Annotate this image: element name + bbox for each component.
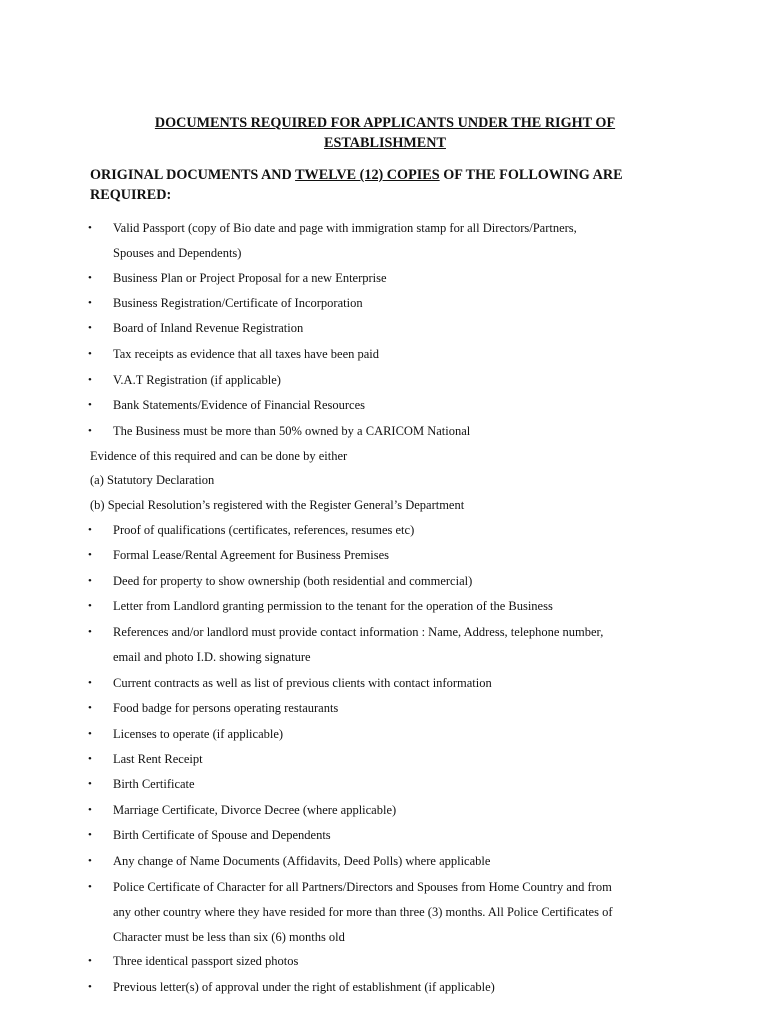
bullet-icon: •	[88, 753, 92, 765]
list-item: Deed for property to show ownership (both residential and commercial)	[113, 574, 473, 588]
list-item-continuation: email and photo I.D. showing signature	[113, 650, 311, 664]
bullet-icon: •	[88, 677, 92, 689]
heading-line-2: REQUIRED:	[90, 187, 172, 203]
list-item: Birth Certificate of Spouse and Dependents	[113, 828, 331, 842]
bullet-icon: •	[88, 829, 92, 841]
bullet-icon: •	[88, 981, 92, 993]
bullet-icon: •	[88, 778, 92, 790]
list-item: Proof of qualifications (certificates, references, resumes etc)	[113, 523, 415, 537]
bullet-icon: •	[88, 881, 92, 893]
list-item: Last Rent Receipt	[113, 752, 203, 766]
list-item: The Business must be more than 50% owned by a CARICOM National	[113, 424, 471, 438]
bullet-icon: •	[88, 728, 92, 740]
list-item: Valid Passport (copy of Bio date and page with immigration stamp for all Directors/Partners,	[113, 221, 577, 235]
list-item: Marriage Certificate, Divorce Decree (where applicable)	[113, 803, 397, 817]
list-item: Police Certificate of Character for all Partners/Directors and Spouses from Home Country and from	[113, 880, 612, 894]
list-item-continuation: Spouses and Dependents)	[113, 246, 242, 260]
heading-part-2: OF THE FOLLOWING ARE	[439, 167, 623, 183]
heading-copies-count: TWELVE (12) COPIES	[295, 167, 440, 183]
list-item: Formal Lease/Rental Agreement for Business Premises	[113, 548, 389, 562]
bullet-icon: •	[88, 524, 92, 536]
bullet-icon: •	[88, 297, 92, 309]
list-item: V.A.T Registration (if applicable)	[113, 373, 281, 387]
list-item: Previous letter(s) of approval under the right of establishment (if applicable)	[113, 980, 495, 994]
list-item: Current contracts as well as list of previous clients with contact information	[113, 676, 492, 690]
bullet-icon: •	[88, 600, 92, 612]
bullet-icon: •	[88, 955, 92, 967]
bullet-icon: •	[88, 425, 92, 437]
list-item: Bank Statements/Evidence of Financial Resources	[113, 398, 366, 412]
paragraph-line: (b) Special Resolution’s registered with the Register General’s Department	[90, 498, 465, 512]
heading-line-1	[90, 165, 690, 185]
bullet-icon: •	[88, 399, 92, 411]
bullet-icon: •	[88, 374, 92, 386]
bullet-icon: •	[88, 855, 92, 867]
list-item: Any change of Name Documents (Affidavits, Deed Polls) where applicable	[113, 854, 491, 868]
requirements-heading	[90, 165, 690, 205]
list-item: Business Plan or Project Proposal for a new Enterprise	[113, 271, 387, 285]
bullet-icon: •	[88, 322, 92, 334]
list-item: Board of Inland Revenue Registration	[113, 321, 304, 335]
title-line-1: DOCUMENTS REQUIRED FOR APPLICANTS UNDER THE RIGHT OF	[154, 115, 616, 131]
paragraph-line: Evidence of this required and can be done by either	[90, 449, 348, 463]
title-line-2: ESTABLISHMENT	[324, 135, 446, 151]
list-item-continuation: any other country where they have resided for more than three (3) months. All Police Certificates of	[113, 905, 613, 919]
heading-part-1: ORIGINAL DOCUMENTS AND	[90, 167, 296, 183]
list-item: Birth Certificate	[113, 777, 195, 791]
document-title	[90, 113, 680, 153]
list-item: Business Registration/Certificate of Incorporation	[113, 296, 363, 310]
bullet-icon: •	[88, 702, 92, 714]
bullet-icon: •	[88, 549, 92, 561]
list-item: Three identical passport sized photos	[113, 954, 299, 968]
bullet-icon: •	[88, 575, 92, 587]
list-item: Licenses to operate (if applicable)	[113, 727, 284, 741]
bullet-icon: •	[88, 222, 92, 234]
bullet-icon: •	[88, 272, 92, 284]
list-item: Tax receipts as evidence that all taxes have been paid	[113, 347, 380, 361]
bullet-icon: •	[88, 804, 92, 816]
list-item: Letter from Landlord granting permission to the tenant for the operation of the Business	[113, 599, 553, 613]
paragraph-line: (a) Statutory Declaration	[90, 473, 215, 487]
list-item-continuation: Character must be less than six (6) months old	[113, 930, 345, 944]
bullet-icon: •	[88, 348, 92, 360]
list-item: Food badge for persons operating restaurants	[113, 701, 339, 715]
list-item: References and/or landlord must provide contact information : Name, Address, telephone number,	[113, 625, 604, 639]
bullet-icon: •	[88, 626, 92, 638]
